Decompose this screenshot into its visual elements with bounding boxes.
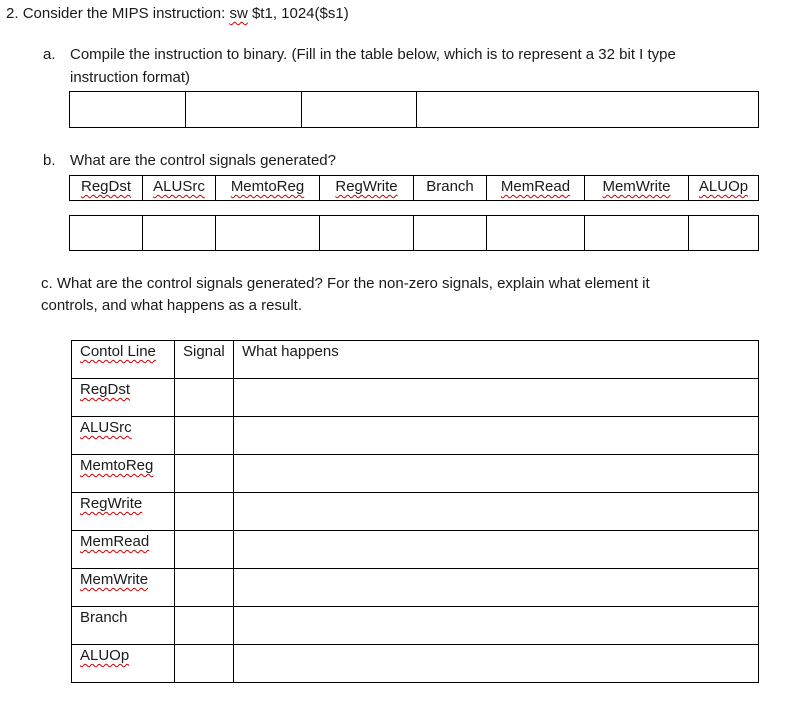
value-branch[interactable] bbox=[414, 216, 487, 251]
binary-format-table bbox=[69, 91, 759, 128]
control-line-memtoreg: MemtoReg bbox=[72, 455, 175, 493]
header-regdst: RegDst bbox=[70, 176, 143, 201]
instruction-opcode: sw bbox=[229, 5, 248, 22]
part-b-text: What are the control signals generated? bbox=[70, 152, 336, 169]
signal-cell[interactable] bbox=[175, 569, 234, 607]
explanation-table bbox=[71, 340, 759, 683]
table-row bbox=[72, 531, 759, 569]
value-regdst[interactable] bbox=[70, 216, 143, 251]
what-happens-cell[interactable] bbox=[234, 531, 759, 569]
header-regwrite: RegWrite bbox=[320, 176, 414, 201]
part-a-label: a. bbox=[43, 46, 56, 63]
table-header-row bbox=[72, 341, 759, 379]
what-happens-cell[interactable] bbox=[234, 607, 759, 645]
question-heading bbox=[6, 3, 349, 25]
table-row bbox=[72, 417, 759, 455]
header-branch: Branch bbox=[414, 176, 487, 201]
signal-cell[interactable] bbox=[175, 493, 234, 531]
value-aluop[interactable] bbox=[689, 216, 759, 251]
what-happens-cell[interactable] bbox=[234, 493, 759, 531]
binary-field-cell[interactable] bbox=[70, 92, 186, 128]
signal-cell[interactable] bbox=[175, 455, 234, 493]
value-memread[interactable] bbox=[487, 216, 585, 251]
binary-field-cell[interactable] bbox=[302, 92, 417, 128]
table-row bbox=[72, 569, 759, 607]
table-row bbox=[72, 493, 759, 531]
table-row bbox=[72, 645, 759, 683]
table-spacer bbox=[70, 201, 759, 216]
part-c-text-line1: c. What are the control signals generated? For the non-zero signals, explain what element it bbox=[41, 275, 650, 292]
table-row bbox=[72, 455, 759, 493]
table-row bbox=[72, 379, 759, 417]
signal-cell[interactable] bbox=[175, 645, 234, 683]
signal-cell[interactable] bbox=[175, 531, 234, 569]
header-what-happens: What happens bbox=[234, 341, 759, 379]
what-happens-cell[interactable] bbox=[234, 379, 759, 417]
header-control-line: Contol Line bbox=[72, 341, 175, 379]
instruction-args: $t1, 1024($s1) bbox=[247, 5, 349, 22]
question-number: 2. bbox=[6, 5, 19, 22]
signal-cell[interactable] bbox=[175, 417, 234, 455]
header-alusrc: ALUSrc bbox=[143, 176, 216, 201]
what-happens-cell[interactable] bbox=[234, 645, 759, 683]
part-b-label: b. bbox=[43, 152, 56, 169]
control-signals-table bbox=[69, 175, 759, 251]
value-alusrc[interactable] bbox=[143, 216, 216, 251]
header-aluop: ALUOp bbox=[689, 176, 759, 201]
header-signal: Signal bbox=[175, 341, 234, 379]
control-line-memwrite: MemWrite bbox=[72, 569, 175, 607]
part-a-text-line1: Compile the instruction to binary. (Fill in the table below, which is to represent a 32 bit I type bbox=[70, 46, 676, 63]
signal-cell[interactable] bbox=[175, 379, 234, 417]
header-memread: MemRead bbox=[487, 176, 585, 201]
signal-cell[interactable] bbox=[175, 607, 234, 645]
value-memtoreg[interactable] bbox=[216, 216, 320, 251]
binary-field-cell[interactable] bbox=[186, 92, 302, 128]
control-line-regdst: RegDst bbox=[72, 379, 175, 417]
header-memwrite: MemWrite bbox=[585, 176, 689, 201]
what-happens-cell[interactable] bbox=[234, 417, 759, 455]
control-line-branch: Branch bbox=[72, 607, 175, 645]
value-memwrite[interactable] bbox=[585, 216, 689, 251]
control-line-regwrite: RegWrite bbox=[72, 493, 175, 531]
what-happens-cell[interactable] bbox=[234, 569, 759, 607]
what-happens-cell[interactable] bbox=[234, 455, 759, 493]
control-line-memread: MemRead bbox=[72, 531, 175, 569]
part-c-text-line2: controls, and what happens as a result. bbox=[41, 297, 302, 314]
question-text: Consider the MIPS instruction: bbox=[22, 5, 230, 22]
part-a-text-line2: instruction format) bbox=[70, 69, 191, 86]
header-memtoreg: MemtoReg bbox=[216, 176, 320, 201]
binary-field-cell[interactable] bbox=[417, 92, 759, 128]
control-line-aluop: ALUOp bbox=[72, 645, 175, 683]
table-row bbox=[72, 607, 759, 645]
value-regwrite[interactable] bbox=[320, 216, 414, 251]
control-line-alusrc: ALUSrc bbox=[72, 417, 175, 455]
